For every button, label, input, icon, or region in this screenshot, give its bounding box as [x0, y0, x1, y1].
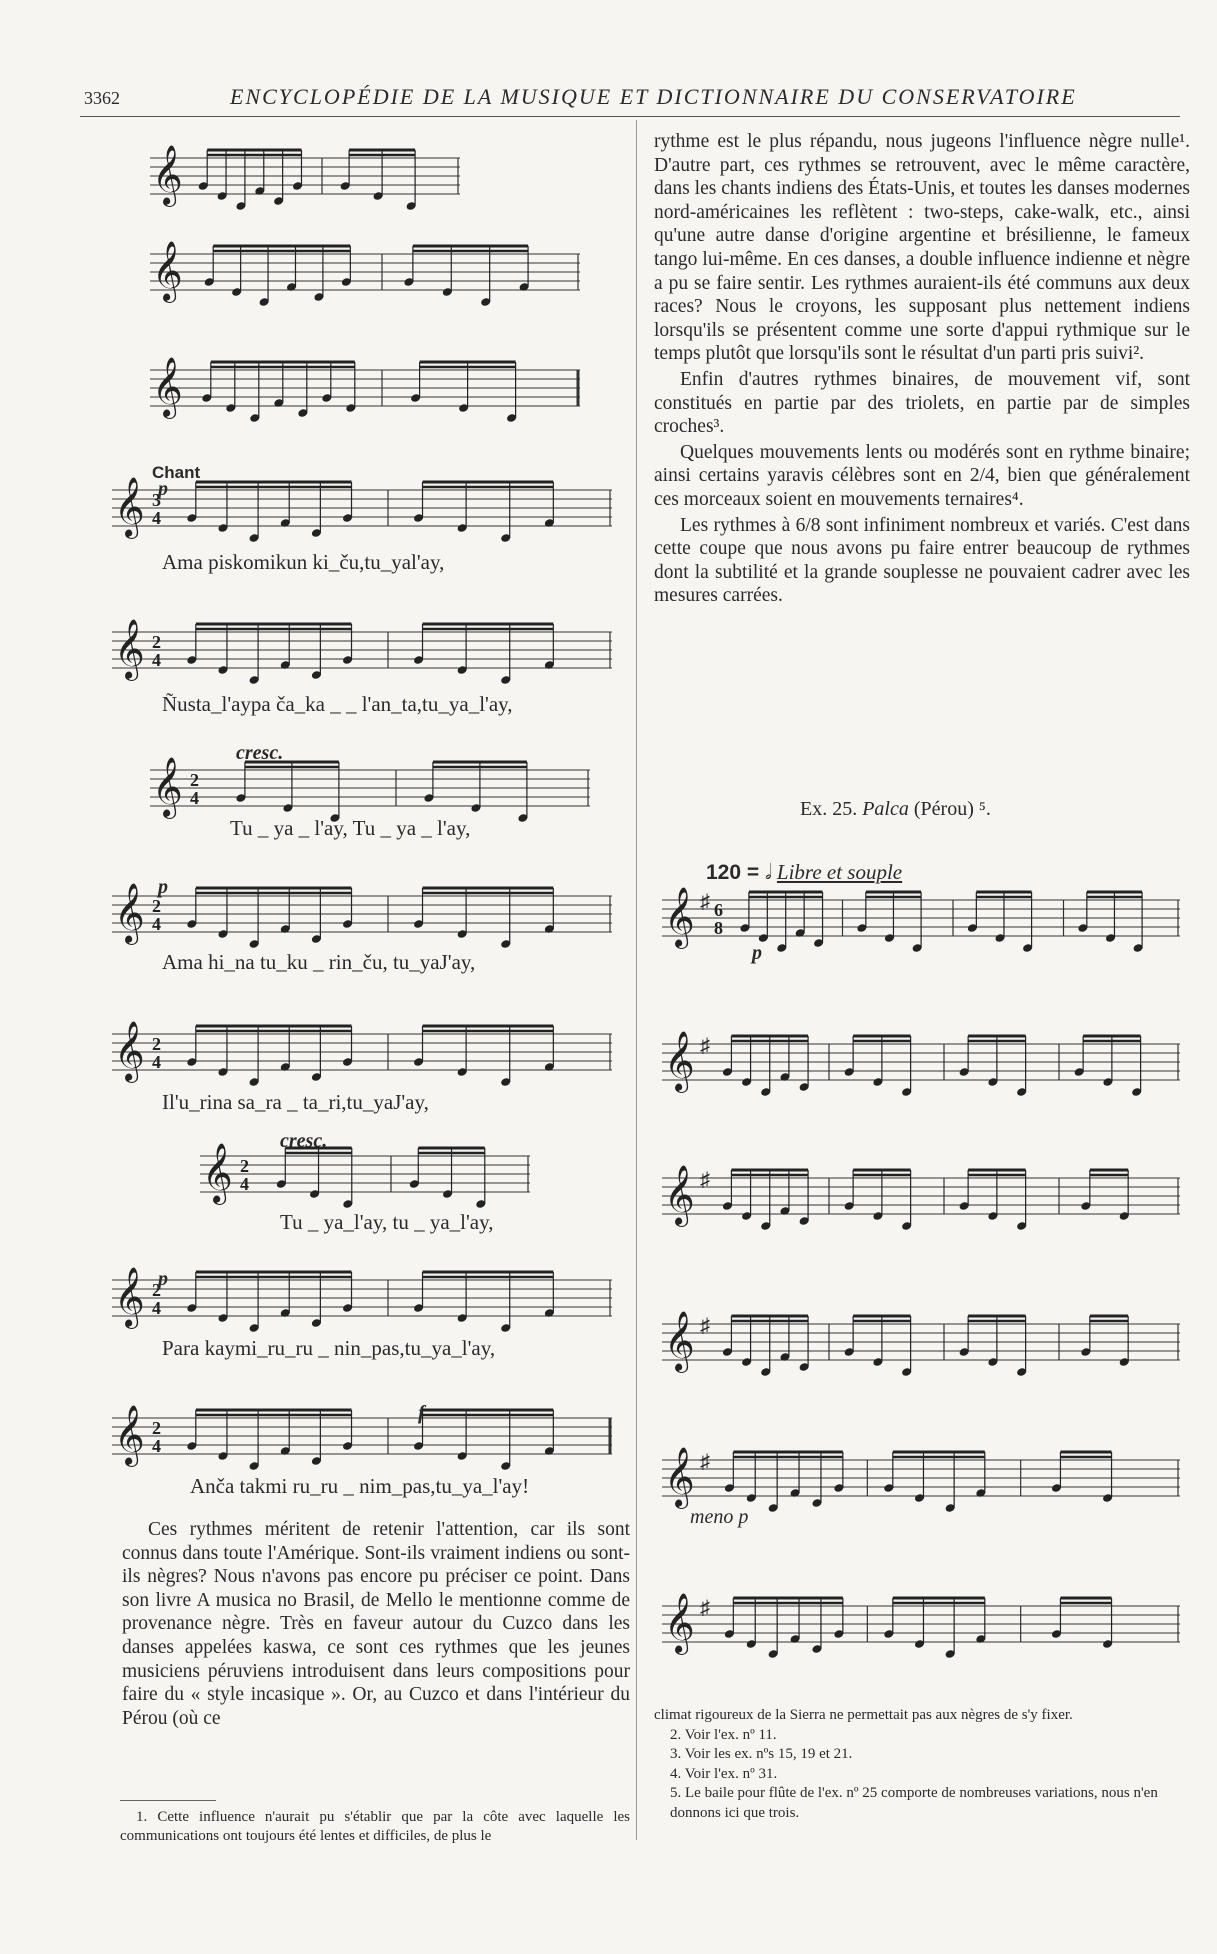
music-staff: [662, 1576, 1180, 1666]
paragraph: rythme est le plus répandu, nous jugeons l'influence nègre nulle¹. D'autre part, ces rythmes se retrouvent, avec le même caractère, dans les chants indiens des États-Unis, et toutes les danses modernes nord-américaines les reflètent : two-steps, cake-walk, etc., ainsi qu'une autre danse d'origine argentine et brésilienne, le fameux tango lui-même. En ces danses, a double influence indienne et nègre a pu se faire sentir. Les rythmes auraient-ils été communs aux deux races? Nous le croyons, les supposant plus nettement indiens lorsqu'ils se présentent comme une sorte d'appui rythmique sur le temps plutôt que lorsqu'ils sont le résultat d'un parti pris suivi².: [654, 131, 1190, 365]
svg-text:3: 3: [152, 490, 161, 510]
svg-text:2: 2: [152, 632, 161, 652]
svg-text:2: 2: [240, 1156, 249, 1176]
footnote: 5. Le baile pour flûte de l'ex. nº 25 comporte de nombreuses variations, nous n'en donnons ici que trois.: [670, 1785, 1158, 1821]
column-divider: [636, 120, 637, 1840]
treble-clef-icon: 𝄞: [152, 357, 183, 417]
svg-text:♯: ♯: [700, 1451, 710, 1473]
footnote: 2. Voir l'ex. nº 11.: [670, 1726, 777, 1743]
lyric-line: Tu _ ya _ l'ay, Tu _ ya _ l'ay,: [230, 816, 471, 840]
treble-clef-icon: 𝄞: [664, 1165, 695, 1225]
treble-clef-icon: 𝄞: [114, 1405, 145, 1465]
music-staff: [112, 1250, 612, 1340]
treble-clef-icon: 𝄞: [114, 619, 145, 679]
svg-text:♯: ♯: [700, 1169, 710, 1191]
dynamic-mark: cresc.: [280, 1130, 328, 1152]
lyric-line: Anča takmi ru_ru _ nim_pas,tu_ya_l'ay!: [190, 1474, 530, 1498]
footnote-rule: [120, 1800, 216, 1801]
music-staff: [662, 1148, 1180, 1238]
svg-text:4: 4: [152, 1052, 161, 1072]
footnote: 4. Voir l'ex. nº 31.: [670, 1765, 778, 1782]
svg-text:♯: ♯: [700, 1035, 710, 1057]
chant-label: Chant: [152, 463, 201, 482]
lyric-line: Ama piskomikun ki_ču,tu_yal'ay,: [162, 550, 445, 574]
paragraph: Enfin d'autres rythmes binaires, de mouvement vif, sont constitués en partie par des triolets, en partie par de simples croches³.: [654, 368, 1190, 438]
dynamic-mark: p: [158, 478, 168, 500]
dynamic-mark: meno p: [690, 1506, 749, 1528]
left-column-text: [122, 1518, 630, 1730]
svg-text:♯: ♯: [700, 1597, 710, 1619]
paragraph: Ces rythmes méritent de retenir l'attention, car ils sont connus dans toute l'Amérique. Sont-ils vraiment indiens ou sont-ils nègres? Nous n'avons pas encore pu préciser ce point. Dans son livre A musica no Brasil, de Mello le mentionne comme de provenance nègre. Très en faveur autour du Cuzco dans les danses appelées kaswa, ce sont ces rythmes que les jeunes musiciens péruviens introduisent dans leurs compositions pour faire du « style incasique ». Or, au Cuzco et dans l'intérieur du Pérou (où ce: [122, 1519, 630, 1729]
footnotes-right: [654, 1706, 1190, 1823]
example-number: Ex. 25.: [800, 798, 858, 820]
music-staff: [200, 1126, 530, 1216]
page-header: [80, 82, 1160, 112]
treble-clef-icon: 𝄞: [664, 1593, 695, 1653]
treble-clef-icon: 𝄞: [114, 477, 145, 537]
tempo-number: 120 =: [706, 861, 765, 884]
music-staff: [662, 870, 1180, 960]
example-origin: (Pérou) ⁵.: [913, 798, 991, 820]
svg-text:4: 4: [240, 1174, 249, 1194]
paragraph: Quelques mouvements lents ou modérés sont en rythme binaire; ainsi certains yaravis célèbres sont en 2/4, bien que généralement ces morceaux soient en mouvements ternaires⁴.: [654, 441, 1190, 510]
header-rule: [80, 116, 1180, 117]
svg-text:4: 4: [152, 650, 161, 670]
svg-text:2: 2: [152, 1034, 161, 1054]
footnote: 3. Voir les ex. nºs 15, 19 et 21.: [670, 1746, 853, 1762]
running-title: ENCYCLOPÉDIE DE LA MUSIQUE ET DICTIONNAIRE DU CONSERVATOIRE: [230, 84, 1077, 109]
music-staff: [150, 128, 460, 218]
music-staff: [112, 866, 612, 956]
svg-text:♯: ♯: [700, 1315, 710, 1337]
music-staff: [150, 224, 580, 314]
example-title: Palca: [862, 798, 909, 820]
lyric-line: Tu _ ya_l'ay, tu _ ya_l'ay,: [280, 1210, 494, 1234]
lyric-line: Ñusta_l'aypa ča_ka _ _ l'an_ta,tu_ya_l'ay,: [162, 692, 513, 716]
dynamic-mark: p: [158, 1268, 168, 1290]
svg-text:4: 4: [190, 788, 199, 808]
right-column-text: [654, 130, 1190, 608]
svg-text:2: 2: [152, 896, 161, 916]
treble-clef-icon: 𝄞: [114, 1021, 145, 1081]
svg-text:4: 4: [152, 508, 161, 528]
music-staff: [662, 1430, 1180, 1520]
footnote-left: [120, 1808, 630, 1846]
svg-text:4: 4: [152, 914, 161, 934]
svg-text:4: 4: [152, 1298, 161, 1318]
svg-text:6: 6: [714, 900, 723, 920]
music-staff: [112, 1004, 612, 1094]
dynamic-mark: p: [752, 942, 762, 964]
half-note-icon: 𝅗𝅥: [764, 860, 772, 884]
treble-clef-icon: 𝄞: [664, 887, 695, 947]
lyric-line: Para kaymi_ru_ru _ nin_pas,tu_ya_l'ay,: [162, 1336, 496, 1360]
music-staff: [662, 1294, 1180, 1384]
svg-text:♯: ♯: [700, 891, 710, 913]
footnote: 1. Cette influence n'aurait pu s'établir que par la côte avec laquelle les communications ont toujours été lentes et difficiles, de plus le: [120, 1809, 630, 1844]
dynamic-mark: cresc.: [236, 742, 284, 764]
music-staff: [112, 602, 612, 692]
dynamic-mark: p: [158, 876, 168, 898]
svg-text:2: 2: [152, 1418, 161, 1438]
treble-clef-icon: 𝄞: [152, 145, 183, 205]
treble-clef-icon: 𝄞: [664, 1447, 695, 1507]
treble-clef-icon: 𝄞: [114, 883, 145, 943]
svg-text:4: 4: [152, 1436, 161, 1456]
music-staff: [150, 340, 580, 430]
footnote: climat rigoureux de la Sierra ne permettait pas aux nègres de s'y fixer.: [654, 1707, 1073, 1723]
music-staff: [662, 1014, 1180, 1104]
dynamic-mark: f: [418, 1402, 425, 1424]
treble-clef-icon: 𝄞: [152, 757, 183, 817]
paragraph: Les rythmes à 6/8 sont infiniment nombreux et variés. C'est dans cette coupe que nous avons pu faire entrer beaucoup de rythmes dont la subtilité et la grande souplesse ne pouvaient cadrer avec les mesures carrées.: [654, 514, 1190, 607]
music-staff: [112, 1388, 612, 1478]
svg-text:2: 2: [190, 770, 199, 790]
treble-clef-icon: 𝄞: [152, 241, 183, 301]
svg-text:2: 2: [152, 1280, 161, 1300]
svg-text:8: 8: [714, 918, 723, 938]
page-number: 3362: [84, 88, 120, 108]
example-caption: [800, 798, 991, 821]
treble-clef-icon: 𝄞: [664, 1311, 695, 1371]
treble-clef-icon: 𝄞: [202, 1143, 233, 1203]
treble-clef-icon: 𝄞: [664, 1031, 695, 1091]
lyric-line: Il'u_rina sa_ra _ ta_ri,tu_yaJ'ay,: [162, 1090, 429, 1114]
tempo-text: Libre et souple: [776, 860, 903, 884]
lyric-line: Ama hi_na tu_ku _ rin_ču, tu_yaJ'ay,: [162, 950, 476, 974]
treble-clef-icon: 𝄞: [114, 1267, 145, 1327]
